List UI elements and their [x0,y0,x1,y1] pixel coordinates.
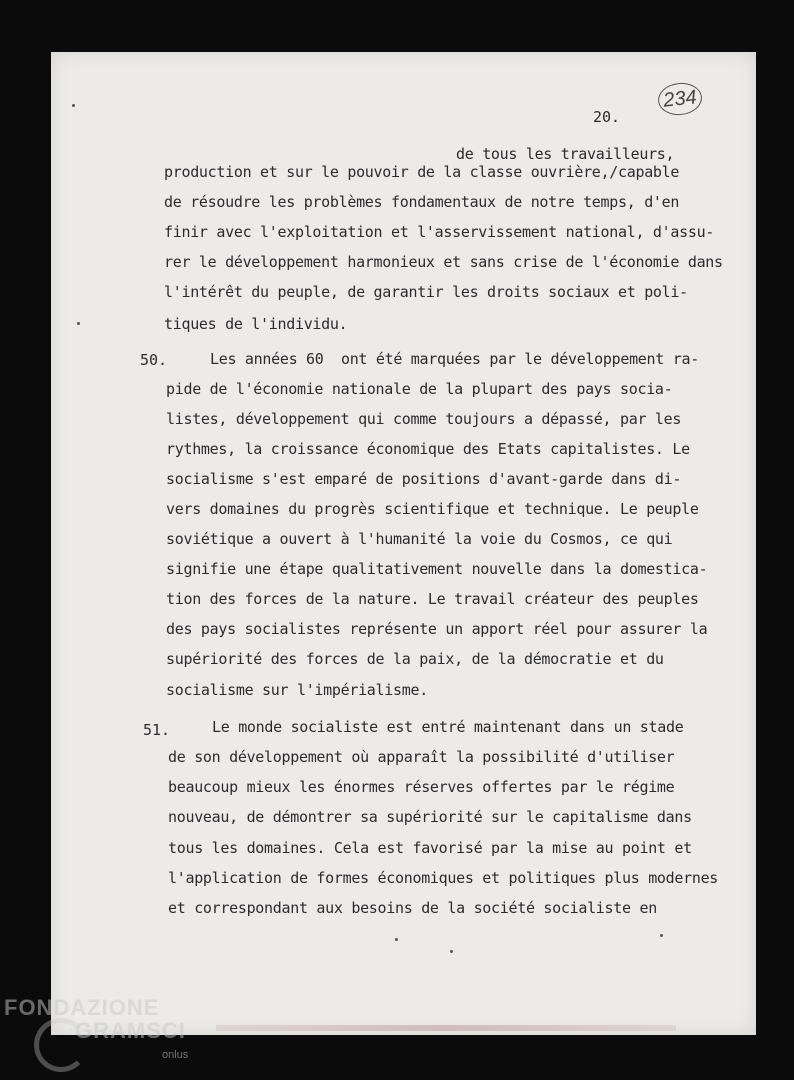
text-line: nouveau, de démontrer sa supériorité sur le capitalisme dans [168,808,692,826]
paper-speck [450,950,453,953]
paper-speck [77,322,80,325]
paper-speck [660,934,663,937]
text-line: tiques de l'individu. [164,315,348,333]
text-line: beaucoup mieux les énormes réserves offertes par le régime [168,778,675,796]
text-line: l'intérêt du peuple, de garantir les droits sociaux et poli- [164,283,688,301]
text-line: signifie une étape qualitativement nouvelle dans la domestica- [166,560,708,578]
paper-speck [72,104,75,107]
text-line: supériorité des forces de la paix, de la démocratie et du [166,650,664,668]
text-line: production et sur le pouvoir de la classe ouvrière,/capable [164,163,680,181]
text-line: Les années 60 ont été marquées par le développement ra- [210,350,699,368]
text-line: des pays socialistes représente un apport réel pour assurer la [166,620,708,638]
text-line: de résoudre les problèmes fondamentaux de notre temps, d'en [164,193,680,211]
text-line: rer le développement harmonieux et sans crise de l'économie dans [164,253,723,271]
text-line: socialisme s'est emparé de positions d'avant-garde dans di- [166,470,682,488]
text-line: Le monde socialiste est entré maintenant dans un stade [212,718,684,736]
text-line: tion des forces de la nature. Le travail créateur des peuples [166,590,699,608]
watermark-sub: onlus [162,1049,189,1061]
text-line: pide de l'économie nationale de la plupart des pays socia- [166,380,673,398]
page-number: 20. [593,108,621,126]
archive-number-stamp: 234 [656,81,703,117]
text-line: soviétique a ouvert à l'humanité la voie du Cosmos, ce qui [166,530,673,548]
watermark-line-2: GRAMSCI [75,1018,186,1043]
text-line: socialisme sur l'impérialisme. [166,681,428,699]
paper-speck [395,938,398,941]
paragraph-number: 50. [140,351,168,369]
text-line: et correspondant aux besoins de la société socialiste en [168,899,657,917]
text-line: de tous les travailleurs, [456,145,675,163]
paragraph-number: 51. [143,721,171,739]
text-line: rythmes, la croissance économique des Etats capitalistes. Le [166,440,690,458]
text-line: listes, développement qui comme toujours a dépassé, par les [166,410,682,428]
text-line: tous les domaines. Cela est favorisé par la mise au point et [168,839,692,857]
text-line: vers domaines du progrès scientifique et technique. Le peuple [166,500,699,518]
watermark-line-1: FONDAZIONE [4,995,160,1020]
text-line: finir avec l'exploitation et l'asservissement national, d'assu- [164,223,715,241]
text-line: de son développement où apparaît la possibilité d'utiliser [168,748,675,766]
text-line: l'application de formes économiques et politiques plus modernes [168,869,719,887]
